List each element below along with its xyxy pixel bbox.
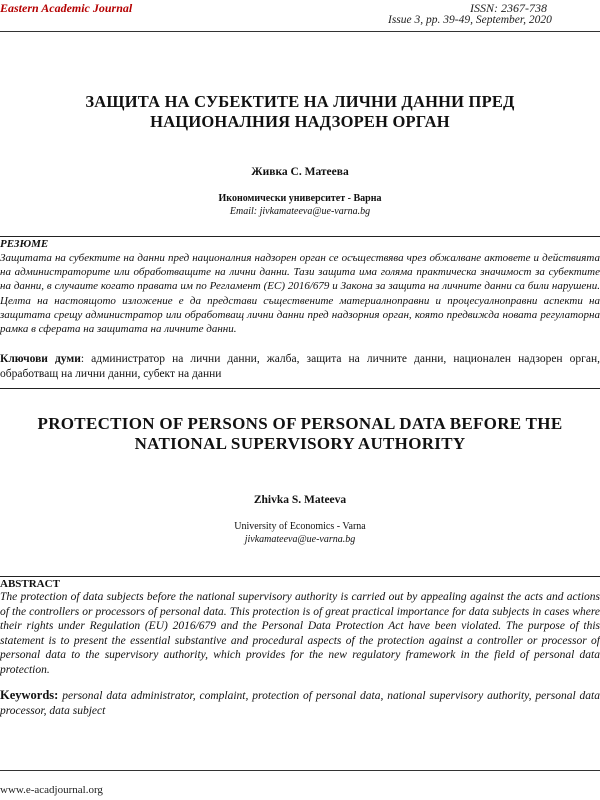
abstract-top-rule-bulgarian: [0, 236, 600, 237]
keywords-english: [0, 688, 600, 719]
author-english: Zhivka S. Mateeva: [253, 494, 347, 506]
footer-url[interactable]: www.e-acadjournal.org: [0, 784, 103, 796]
keywords-label-bulgarian: Ключови думи: [0, 353, 81, 365]
title-bulgarian-line1: ЗАЩИТА НА СУБЕКТИТЕ НА ЛИЧНИ ДАННИ ПРЕД: [85, 92, 515, 111]
journal-name: Eastern Academic Journal: [0, 1, 133, 15]
issue-info: Issue 3, pp. 39-49, September, 2020: [388, 14, 552, 26]
title-bulgarian: [0, 92, 600, 132]
footer-rule: [0, 770, 600, 771]
title-english-line1: PROTECTION OF PERSONS OF PERSONAL DATA BEFORE THE: [37, 414, 563, 433]
abstract-english: The protection of data subjects before the national supervisory authority is carried out by appealing against the acts and actions of the controllers or processors of personal data. This protection is of great practical importance for data subjects in cases where their rights under Regulation (EU) 2016/679 and the Personal Data Protection Act have been violated. The purpose of this statement is to present the essential substantive and procedural aspects of the protection against a controller or processor of personal data to the supervisory authority, which provides for the new regulatory framework in the field of personal data protection.: [0, 591, 600, 676]
title-english: [0, 414, 600, 454]
abstract-bulgarian: Защитата на субектите на данни пред националния надзорен орган се осъществява чрез обжалване актовете и действията на администраторите или обработващите на лични данни. Тази защита има голяма практическа значимост за субектите на данни, в случаите когато правата им по Регламент (ЕС) 2016/679 и Закона за защита на личните данни са били нарушени. Целта на настоящото изложение е да представи съществените материалноправни и процесуалноправни аспекти на защитата срещу администратор или обработващ лични данни пред надзорния орган, която предвижда новата регулаторна рамка в сферата на защитата на личните данни.: [0, 252, 600, 336]
header-rule: [0, 31, 600, 32]
author-bulgarian: Живка С. Матеева: [251, 166, 349, 178]
keywords-text-bulgarian: : администратор на лични данни, жалба, защита на личните данни, национален надзорен орган, обработващ на лични данни, субект на данни: [0, 353, 600, 380]
abstract-label-english: ABSTRACT: [0, 578, 60, 590]
keywords-bulgarian: [0, 352, 600, 382]
abstract-label-bulgarian: РЕЗЮМЕ: [0, 238, 49, 250]
title-english-line2: NATIONAL SUPERVISORY AUTHORITY: [134, 434, 466, 453]
email-english: jivkamateeva@ue-varna.bg: [244, 534, 356, 545]
section-divider: [0, 388, 600, 389]
email-bulgarian: Email: jivkamateeva@ue-varna.bg: [229, 206, 371, 217]
abstract-top-rule-english: [0, 576, 600, 577]
affiliation-english: University of Economics - Varna: [234, 521, 366, 532]
keywords-text-english: personal data administrator, complaint, protection of personal data, national supervisory authority, personal data processor, data subject: [0, 690, 600, 717]
issn: ISSN: 2367-738: [470, 1, 547, 15]
affiliation-bulgarian: Икономически университет - Варна: [218, 193, 382, 204]
title-bulgarian-line2: НАЦИОНАЛНИЯ НАДЗОРЕН ОРГАН: [150, 112, 450, 131]
keywords-label-english: Keywords:: [0, 688, 59, 702]
